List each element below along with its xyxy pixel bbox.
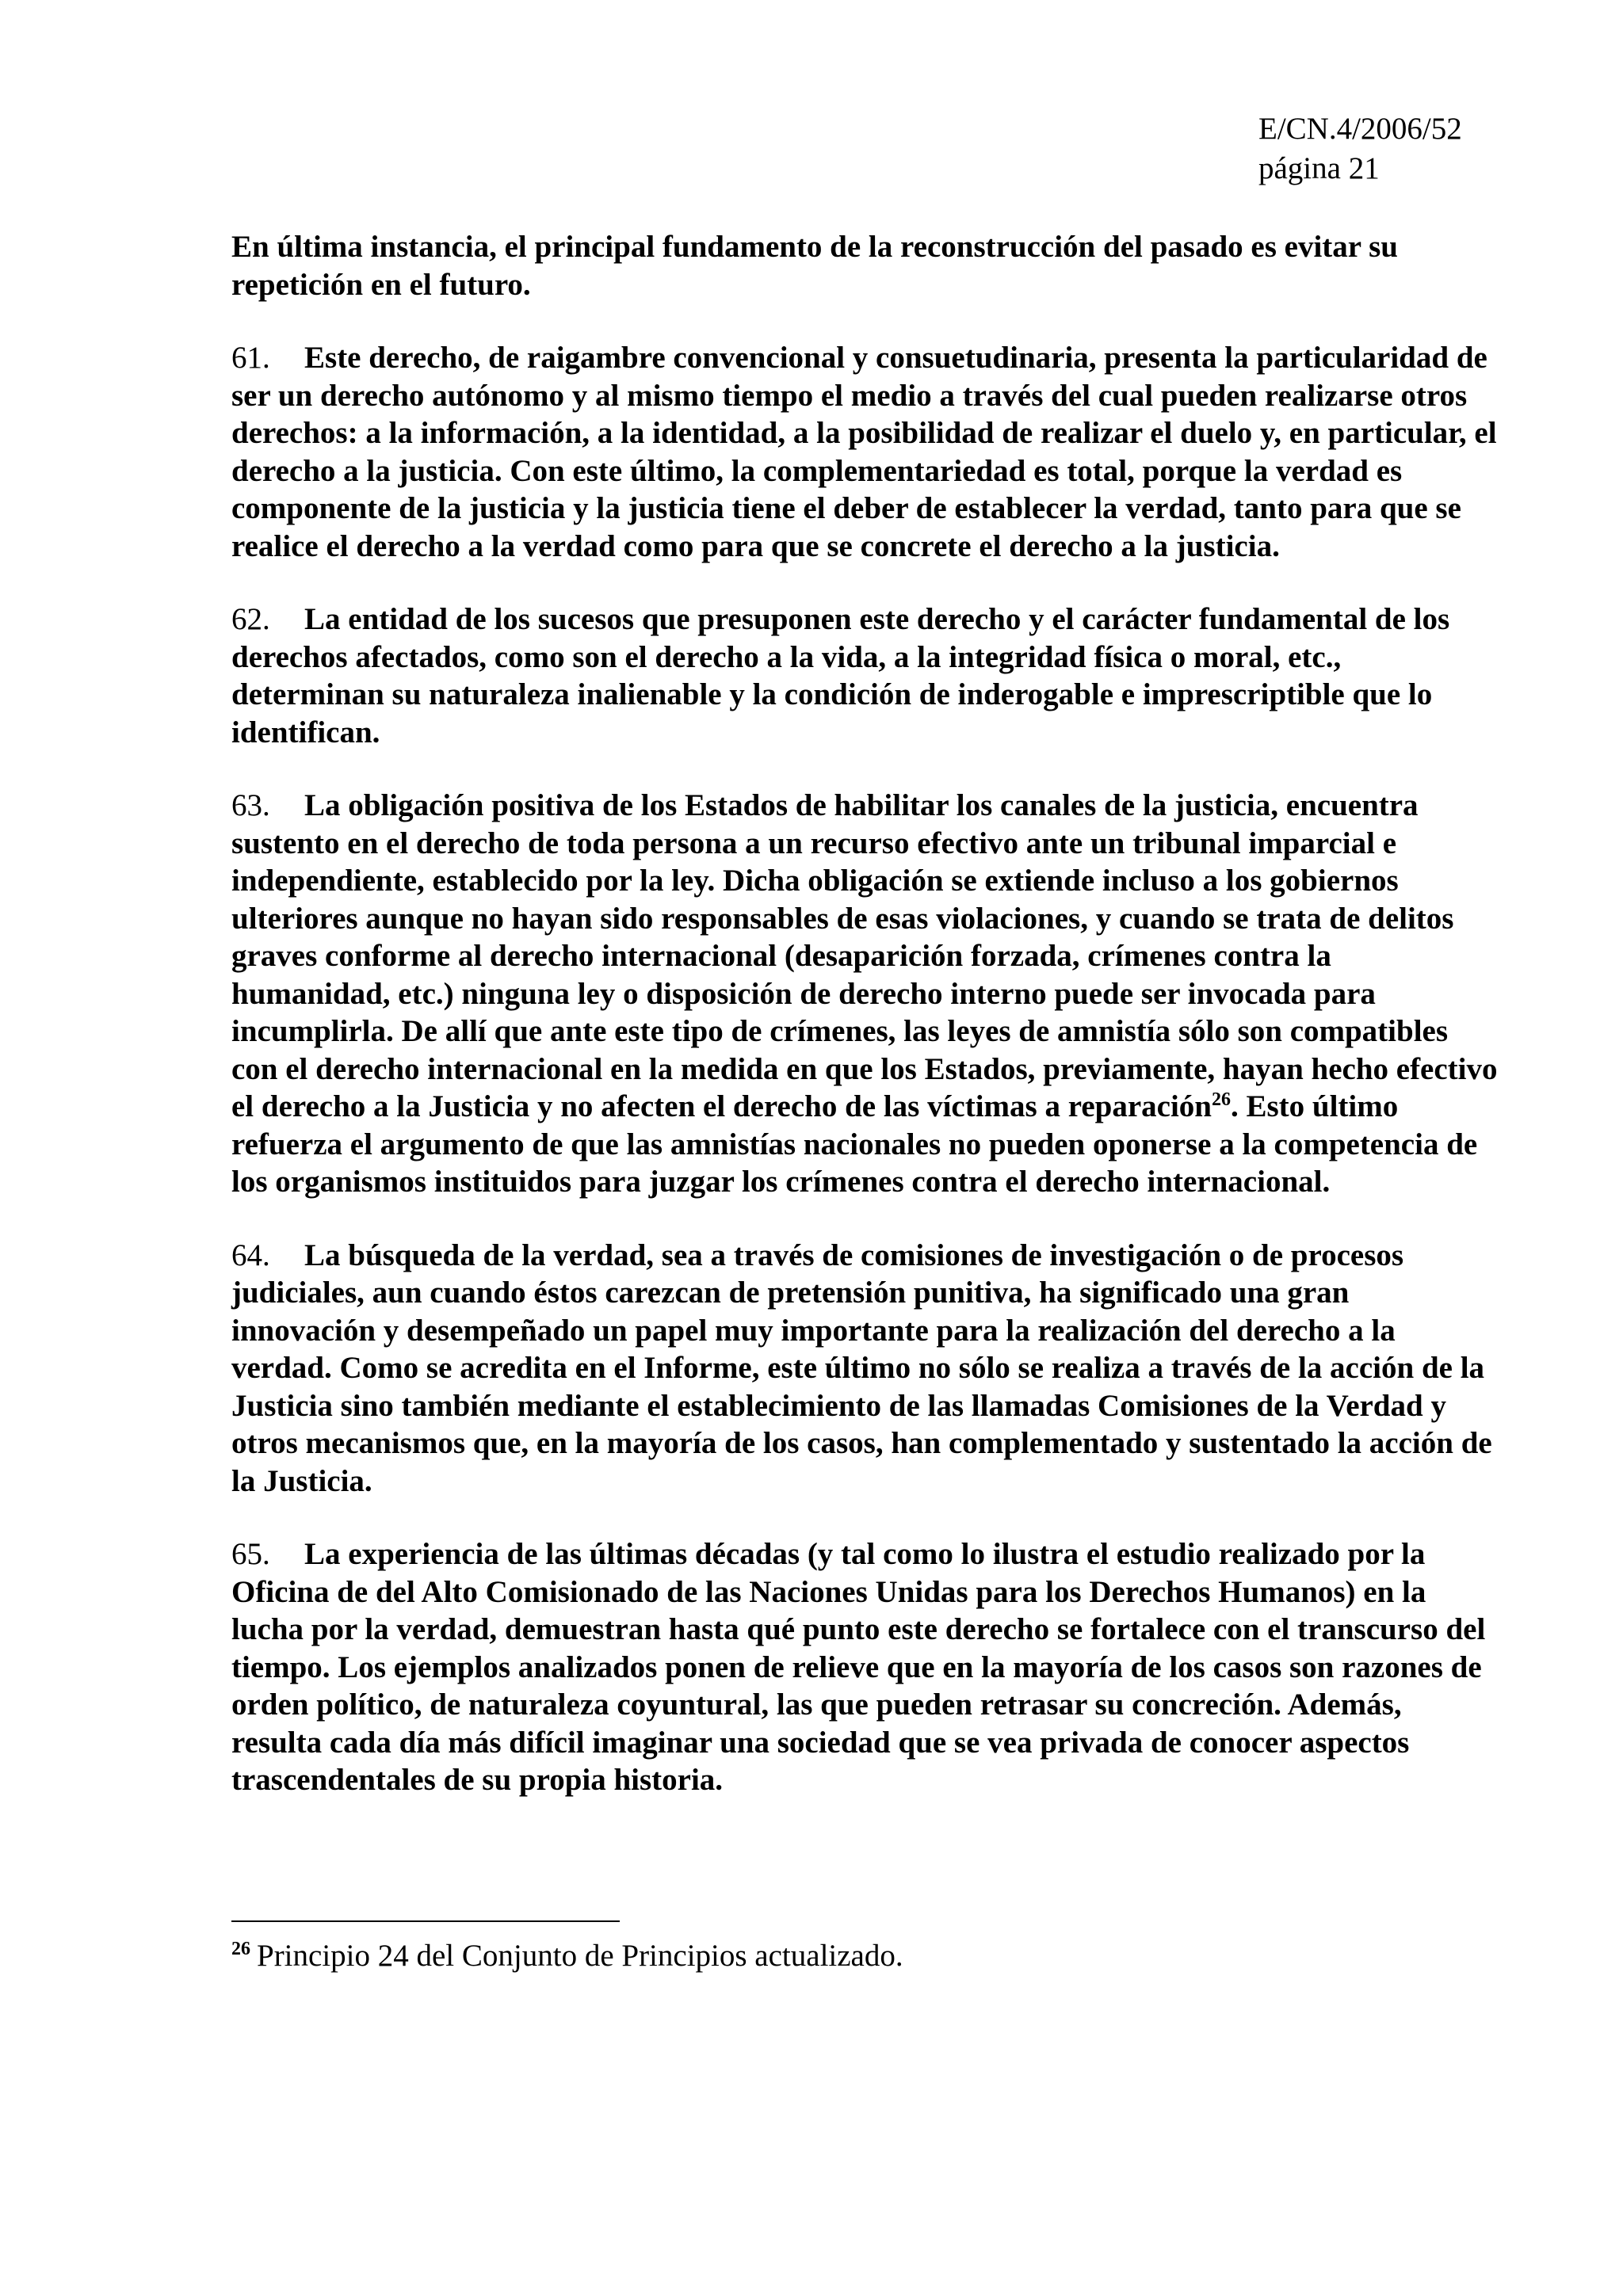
paragraph-number: 62.: [231, 602, 270, 636]
paragraph-number: 63.: [231, 788, 270, 822]
paragraph-text-continued: . Esto último refuerza el argumento de que las amnistías nacionales no pueden oponerse a la competencia de los organismos instituidos para juzgar los crímenes contra el derecho internacional.: [231, 1089, 1478, 1199]
footnote-number: 26: [231, 1939, 250, 1959]
paragraph-text: La búsqueda de la verdad, sea a través de comisiones de investigación o de procesos judiciales, aun cuando éstos carezcan de pretensión punitiva, ha significado una gran innovación y desempeñado un papel muy importante para la realización del derecho a la verdad. Como se acredita en el Informe, este último no sólo se realiza a través de la acción de la Justicia sino también mediante el establecimiento de las llamadas Comisiones de la Verdad y otros mecanismos que, en la mayoría de los casos, han complementado y sustentado la acción de la Justicia.: [231, 1238, 1492, 1498]
document-body: [231, 228, 1498, 1835]
paragraph-intro: [231, 228, 1498, 303]
footnote-reference[interactable]: 26: [1211, 1089, 1231, 1110]
footnote: [231, 1936, 1498, 1976]
footnote-divider: [231, 1920, 620, 1922]
paragraph-number: 61.: [231, 341, 270, 375]
document-header: [1258, 109, 1462, 189]
paragraph-64: [231, 1237, 1498, 1501]
document-symbol: E/CN.4/2006/52: [1258, 112, 1462, 146]
paragraph-text: La experiencia de las últimas décadas (y tal como lo ilustra el estudio realizado por la Oficina de del Alto Comisionado de las Naciones Unidas para los Derechos Humanos) en la lucha por la verdad, demuestran hasta qué punto este derecho se fortalece con el transcurso del tiempo. Los ejemplos analizados ponen de relieve que en la mayoría de los casos son razones de orden político, de naturaleza coyuntural, las que pueden retrasar su concreción. Además, resulta cada día más difícil imaginar una sociedad que se vea privada de conocer aspectos trascendentales de su propia historia.: [231, 1537, 1486, 1797]
paragraph-number: 64.: [231, 1238, 270, 1272]
paragraph-65: [231, 1535, 1498, 1799]
page-number: página 21: [1258, 151, 1380, 185]
paragraph-text: La entidad de los sucesos que presuponen este derecho y el carácter fundamental de los derechos afectados, como son el derecho a la vida, a la integridad física o moral, etc., determinan su naturaleza inalienable y la condición de inderogable e imprescriptible que lo identifican.: [231, 602, 1450, 749]
paragraph-61: [231, 339, 1498, 565]
paragraph-63: [231, 787, 1498, 1201]
paragraph-text: En última instancia, el principal fundamento de la reconstrucción del pasado es evitar su repetición en el futuro.: [231, 230, 1398, 302]
paragraph-text: Este derecho, de raigambre convencional y consuetudinaria, presenta la particularidad de ser un derecho autónomo y al mismo tiempo el medio a través del cual pueden realizarse otros derechos: a la información, a la identidad, a la posibilidad de realizar el duelo y, en particular, el derecho a la justicia. Con este último, la complementariedad es total, porque la verdad es componente de la justicia y la justicia tiene el deber de establecer la verdad, tanto para que se realice el derecho a la verdad como para que se concrete el derecho a la justicia.: [231, 341, 1497, 563]
paragraph-62: [231, 601, 1498, 751]
paragraph-number: 65.: [231, 1537, 270, 1571]
paragraph-text: La obligación positiva de los Estados de habilitar los canales de la justicia, encuentra sustento en el derecho de toda persona a un recurso efectivo ante un tribunal imparcial e independiente, establecido por la ley. Dicha obligación se extiende incluso a los gobiernos ulteriores aunque no hayan sido responsables de esas violaciones, y cuando se trata de delitos graves conforme al derecho internacional (desaparición forzada, crímenes contra la humanidad, etc.) ninguna ley o disposición de derecho interno puede ser invocada para incumplirla. De allí que ante este tipo de crímenes, las leyes de amnistía sólo son compatibles con el derecho internacional en la medida en que los Estados, previamente, hayan hecho efectivo el derecho a la Justicia y no afecten el derecho de las víctimas a reparación: [231, 788, 1498, 1123]
footnote-text: Principio 24 del Conjunto de Principios actualizado.: [257, 1939, 903, 1973]
